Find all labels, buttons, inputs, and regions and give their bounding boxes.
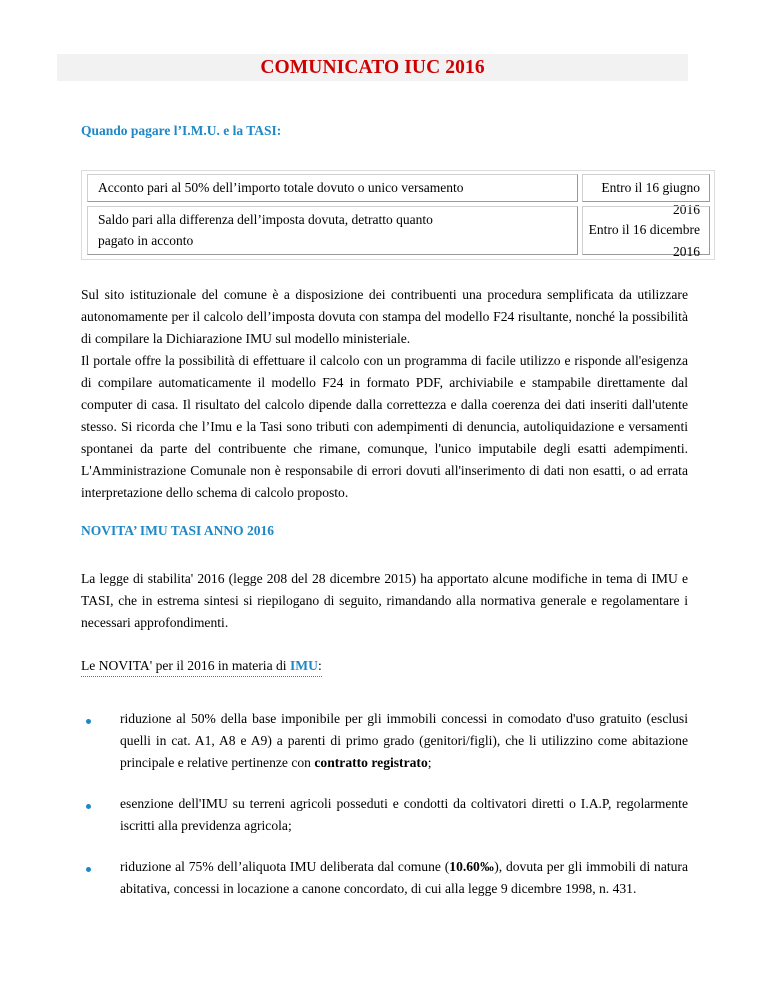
- list-item-tail: ), dovuta per gli immobili di natura abitativa, concessi in locazione a canone concordato, di cui alla legge 9 dicembre 1998, n. 431.: [120, 859, 688, 896]
- paragraph-stability-law: La legge di stabilita' 2016 (legge 208 del 28 dicembre 2015) ha apportato alcune modifiche in tema di IMU e TASI, che in estrema sintesi si riepilogano di seguito, rimandando alla normativa generale e regolamentare i necessari approfondimenti.: [81, 571, 688, 630]
- bullet-icon: [86, 867, 91, 872]
- paragraph-portal-details: Il portale offre la possibilità di effettuare il calcolo con un programma di facile utilizzo e risponde all'esigenza di compilare automaticamente il modello F24 in formato PDF, archiviabile e stampabile direttamente dal computer di casa. Il risultato del calcolo dipende dalla correttezza e dalla coerenza dei dati inseriti dall'utente stesso. Si ricorda che l’Imu e la Tasi sono tributi con adempimenti di denuncia, autoliquidazione e versamenti spontanei da parte del contribuente che rimane, comunque, l'unico imputabile degli esatti adempimenti. L'Amministrazione Comunale non è responsabile di errori dovuti all'inserimento di dati non esatti, o ad errata interpretazione dello schema di calcolo proposto.: [81, 353, 688, 500]
- when-heading: Quando pagare l’I.M.U. e la TASI:: [81, 123, 282, 138]
- deadline-row-1-due: Entro il 16 giugno 2016: [582, 174, 710, 202]
- bullet-icon: [86, 804, 91, 809]
- list-item-text: riduzione al 75% dell’aliquota IMU deliberata dal comune (: [120, 859, 450, 874]
- list-item-text: riduzione al 50% della base imponibile per gli immobili concessi in comodato d'uso gratuito (esclusi quelli in cat. A1, A8 e A9) a parenti di primo grado (genitori/figli), che li utilizzino come abitazione principale e relative pertinenze con: [120, 711, 688, 770]
- page-title: COMUNICATO IUC 2016: [260, 57, 485, 78]
- deadline-row-2-line-2: pagato in acconto: [98, 233, 194, 248]
- deadlines-table: [81, 170, 715, 260]
- imu-link[interactable]: IMU: [289, 658, 318, 673]
- deadline-row-2-line-1: Saldo pari alla differenza dell’imposta dovuta, detratto quanto: [98, 212, 433, 227]
- list-item-tail: ;: [427, 755, 432, 770]
- deadline-row-2-description: [87, 206, 578, 255]
- list-item-bold: 10.60‰: [449, 859, 495, 874]
- list-item: [120, 793, 688, 837]
- deadline-row-2-due: Entro il 16 dicembre 2016: [582, 206, 710, 255]
- paragraph-portal-info: Sul sito istituzionale del comune è a disposizione dei contribuenti una procedura semplificata da utilizzare autonomamente per il calcolo dell’imposta dovuta con stampa del modello F24 risultante, nonché la possibilità di compilare la Dichiarazione IMU sul modello ministeriale.: [81, 287, 688, 346]
- list-item: [120, 856, 688, 900]
- bullet-icon: [86, 719, 91, 724]
- list-item-bold: contratto registrato: [314, 755, 428, 770]
- list-item: [120, 708, 688, 774]
- list-item-text: esenzione dell'IMU su terreni agricoli posseduti e condotti da coltivatori diretti o I.A.P, regolarmente iscritti alla previdenza agricola;: [120, 796, 688, 833]
- news-heading: NOVITA’ IMU TASI ANNO 2016: [81, 523, 275, 538]
- news-intro-colon: :: [317, 658, 322, 673]
- deadline-row-1-description: Acconto pari al 50% dell’importo totale dovuto o unico versamento: [87, 174, 578, 202]
- news-intro: [81, 658, 322, 677]
- title-bar: [57, 54, 688, 81]
- news-intro-text: Le NOVITA' per il 2016 in materia di: [81, 658, 290, 673]
